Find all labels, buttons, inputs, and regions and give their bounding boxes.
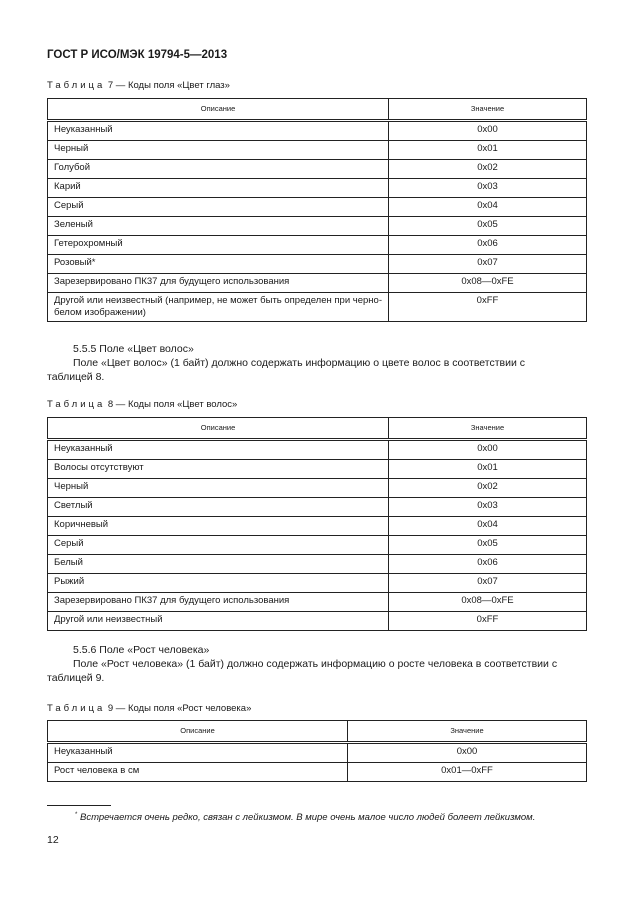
description-cell: Неуказанный [48, 121, 389, 141]
table-header-row [48, 99, 587, 121]
value-cell: 0xFF [389, 293, 587, 322]
table-row [48, 555, 587, 574]
description-cell: Другой или неизвестный (например, не может быть определен при черно-белом изображении) [48, 293, 389, 322]
table-row [48, 440, 587, 460]
column-header-value: Значение [348, 721, 587, 743]
table-9 [47, 720, 587, 782]
section-5-5-6 [47, 643, 587, 685]
page-number: 12 [47, 834, 59, 846]
section-paragraph-cont: таблицей 9. [47, 672, 105, 684]
column-header-value: Значение [389, 418, 587, 440]
value-cell: 0x00 [389, 121, 587, 141]
description-cell: Розовый* [48, 255, 389, 274]
description-cell: Черный [48, 141, 389, 160]
section-paragraph: Поле «Рост человека» (1 байт) должно содержать информацию о росте человека в соответствии с [73, 658, 558, 670]
table-9-caption [47, 703, 251, 714]
value-cell: 0x01 [389, 141, 587, 160]
value-cell: 0x08—0xFE [389, 274, 587, 293]
value-cell: 0xFF [389, 612, 587, 631]
description-cell: Неуказанный [48, 743, 348, 763]
table-row [48, 160, 587, 179]
value-cell: 0x00 [348, 743, 587, 763]
table-row [48, 593, 587, 612]
table-row [48, 179, 587, 198]
caption-text: 7 — Коды поля «Цвет глаз» [105, 80, 230, 91]
column-header-description: Описание [48, 99, 389, 121]
value-cell: 0x00 [389, 440, 587, 460]
caption-prefix: Таблица [47, 399, 106, 410]
description-cell: Зарезервировано ПК37 для будущего использования [48, 593, 389, 612]
table-row [48, 274, 587, 293]
value-cell: 0x04 [389, 517, 587, 536]
value-cell: 0x01—0xFF [348, 763, 587, 782]
value-cell: 0x06 [389, 236, 587, 255]
table-row [48, 293, 587, 322]
table-row [48, 236, 587, 255]
table-header-row [48, 418, 587, 440]
value-cell: 0x04 [389, 198, 587, 217]
description-cell: Голубой [48, 160, 389, 179]
value-cell: 0x07 [389, 255, 587, 274]
footnote-divider [47, 805, 111, 806]
table-row [48, 460, 587, 479]
table-8-caption [47, 399, 237, 410]
section-heading: 5.5.6 Поле «Рост человека» [73, 644, 210, 656]
value-cell: 0x03 [389, 498, 587, 517]
footnote-mark: * [75, 812, 78, 818]
table-row [48, 743, 587, 763]
table-row [48, 536, 587, 555]
description-cell: Черный [48, 479, 389, 498]
value-cell: 0x03 [389, 179, 587, 198]
table-row [48, 498, 587, 517]
description-cell: Светлый [48, 498, 389, 517]
footnote [75, 812, 535, 823]
value-cell: 0x05 [389, 536, 587, 555]
table-8 [47, 417, 587, 631]
column-header-description: Описание [48, 418, 389, 440]
description-cell: Коричневый [48, 517, 389, 536]
table-row [48, 763, 587, 782]
column-header-description: Описание [48, 721, 348, 743]
value-cell: 0x02 [389, 479, 587, 498]
description-cell: Зарезервировано ПК37 для будущего использования [48, 274, 389, 293]
footnote-text: Встречается очень редко, связан с лейкизмом. В мире очень малое число людей болеет лейкизмом. [79, 812, 536, 824]
column-header-value: Значение [389, 99, 587, 121]
caption-text: 8 — Коды поля «Цвет волос» [105, 399, 238, 410]
description-cell: Другой или неизвестный [48, 612, 389, 631]
table-row [48, 517, 587, 536]
table-row [48, 574, 587, 593]
description-cell: Волосы отсутствуют [48, 460, 389, 479]
caption-prefix: Таблица [47, 703, 106, 714]
section-heading: 5.5.5 Поле «Цвет волос» [73, 343, 194, 355]
table-row [48, 198, 587, 217]
description-cell: Карий [48, 179, 389, 198]
description-cell: Рыжий [48, 574, 389, 593]
description-cell: Серый [48, 536, 389, 555]
value-cell: 0x08—0xFE [389, 593, 587, 612]
table-row [48, 141, 587, 160]
table-row [48, 217, 587, 236]
table-header-row [48, 721, 587, 743]
document-title: ГОСТ Р ИСО/МЭК 19794-5—2013 [47, 49, 228, 61]
description-cell: Рост человека в см [48, 763, 348, 782]
description-cell: Зеленый [48, 217, 389, 236]
table-row [48, 121, 587, 141]
caption-prefix: Таблица [47, 80, 106, 91]
section-paragraph: Поле «Цвет волос» (1 байт) должно содержать информацию о цвете волос в соответствии с [73, 357, 525, 369]
table-row [48, 255, 587, 274]
description-cell: Серый [48, 198, 389, 217]
value-cell: 0x02 [389, 160, 587, 179]
description-cell: Неуказанный [48, 440, 389, 460]
description-cell: Белый [48, 555, 389, 574]
value-cell: 0x06 [389, 555, 587, 574]
table-7 [47, 98, 587, 322]
table-row [48, 612, 587, 631]
value-cell: 0x05 [389, 217, 587, 236]
section-5-5-5 [47, 342, 587, 384]
table-row [48, 479, 587, 498]
table-7-caption [47, 80, 230, 91]
section-paragraph-cont: таблицей 8. [47, 371, 105, 383]
value-cell: 0x01 [389, 460, 587, 479]
value-cell: 0x07 [389, 574, 587, 593]
caption-text: 9 — Коды поля «Рост человека» [105, 703, 252, 714]
description-cell: Гетерохромный [48, 236, 389, 255]
